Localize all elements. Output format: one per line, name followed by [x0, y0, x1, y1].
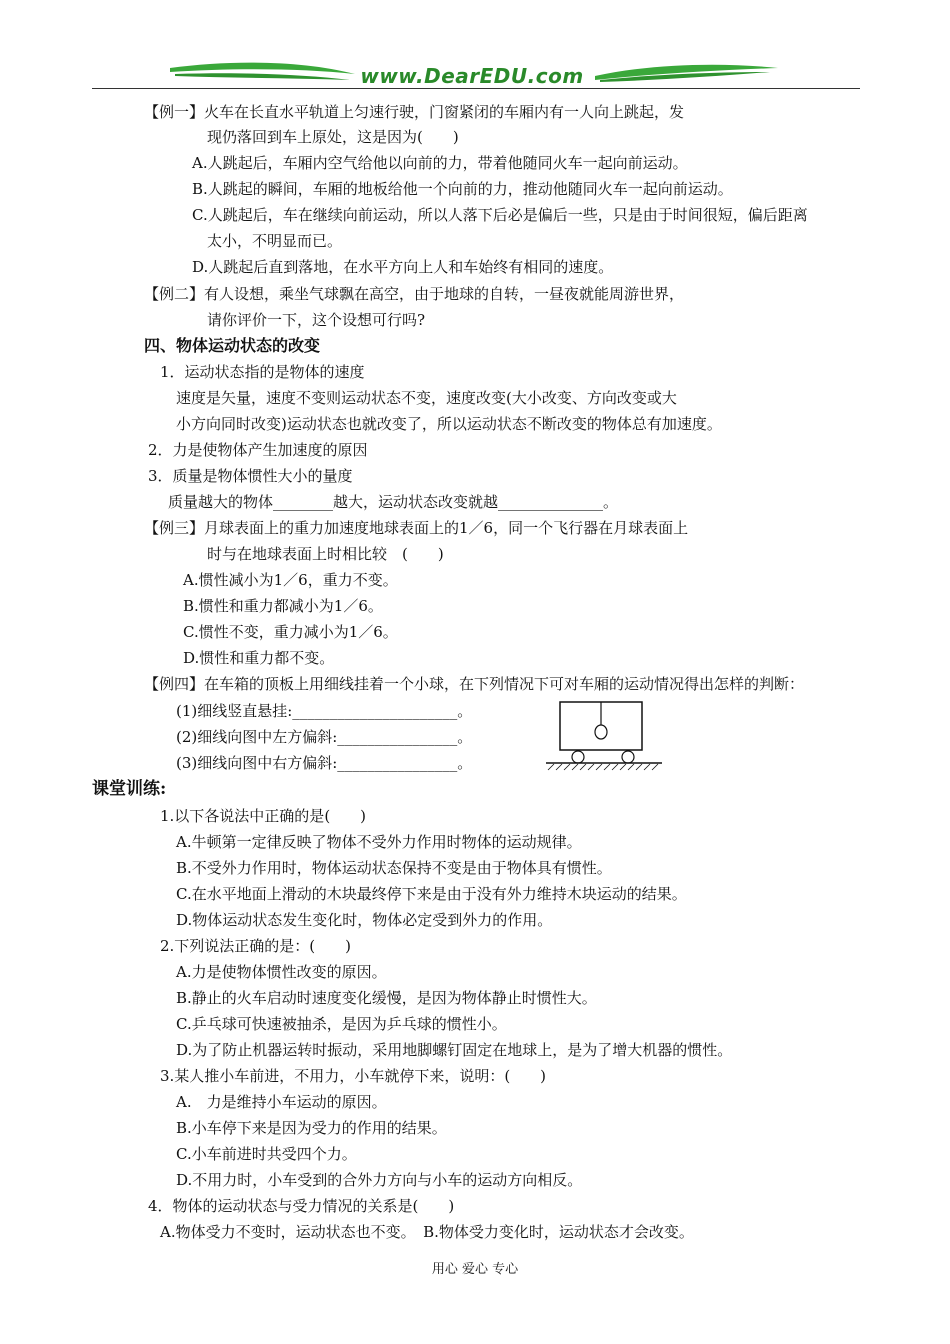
section4-point3: 3．质量是物体惯性大小的量度 [148, 467, 353, 485]
section4-point1-text-line2: 小方向同时改变)运动状态也就改变了，所以运动状态不断改变的物体总有加速度。 [176, 415, 722, 433]
example1-option-d: D.人跳起后直到落地，在水平方向上人和车始终有相同的速度。 [192, 258, 614, 276]
practice-q3-option-b: B.小车停下来是因为受力的作用的结果。 [176, 1119, 447, 1137]
section4-point1-text-line1: 速度是矢量，速度不变则运动状态不变，速度改变(大小改变、方向改变或大 [176, 389, 677, 407]
example3-option-b: B.惯性和重力都减小为1／6。 [183, 597, 383, 615]
practice-q1-option-b: B.不受外力作用时，物体运动状态保持不变是由于物体具有惯性。 [176, 859, 612, 877]
example1-option-c-line1: C.人跳起后，车在继续向前运动，所以人落下后必是偏后一些，只是由于时间很短，偏后距离 [192, 206, 808, 224]
practice-q1-stem: 1.以下各说法中正确的是( ) [160, 807, 367, 825]
example4-question3: (3)细线向图中右方偏斜:________________。 [176, 754, 473, 772]
practice-q3-option-d: D.不用力时，小车受到的合外力方向与小车的运动方向相反。 [176, 1171, 583, 1189]
example3-stem-line2: 时与在地球表面上时相比较 ( ) [207, 545, 444, 563]
example2-stem-line1: 【例二】有人设想，乘坐气球飘在高空，由于地球的自转，一昼夜就能周游世界， [144, 285, 685, 303]
example2-stem-line2: 请你评价一下，这个设想可行吗? [207, 311, 426, 329]
carriage-pendulum-diagram [544, 700, 664, 775]
section4-point2: 2．力是使物体产生加速度的原因 [148, 441, 368, 459]
section4-title: 四、物体运动状态的改变 [144, 336, 321, 355]
example3-option-c: C.惯性不变，重力减小为1／6。 [183, 623, 398, 641]
left-swoosh [170, 63, 355, 74]
right-wheel [622, 751, 634, 763]
pendulum-ball [595, 725, 607, 739]
section4-point1: 1．运动状态指的是物体的速度 [160, 363, 365, 381]
practice-q2-option-d: D.为了防止机器运转时振动，采用地脚螺钉固定在地球上，是为了增大机器的惯性。 [176, 1041, 733, 1059]
example1-stem-line1: 【例一】火车在长直水平轨道上匀速行驶，门窗紧闭的车厢内有一人向上跳起，发 [144, 103, 685, 121]
practice-q2-stem: 2.下列说法正确的是：( ) [160, 937, 352, 955]
practice-q2-option-a: A.力是使物体惯性改变的原因。 [176, 963, 387, 981]
example4-question2: (2)细线向图中左方偏斜:________________。 [176, 728, 473, 746]
example3-option-a: A.惯性减小为1／6，重力不变。 [183, 571, 398, 589]
practice-q1-option-d: D.物体运动状态发生变化时，物体必定受到外力的作用。 [176, 911, 553, 929]
example1-option-a: A.人跳起后，车厢内空气给他以向前的力，带着他随同火车一起向前运动。 [192, 154, 688, 172]
example3-option-d: D.惯性和重力都不变。 [183, 649, 335, 667]
practice-q3-stem: 3.某人推小车前进，不用力，小车就停下来，说明：( ) [160, 1067, 547, 1085]
left-swoosh-lower [175, 73, 350, 80]
practice-q4-stem: 4．物体的运动状态与受力情况的关系是( ) [148, 1197, 455, 1215]
practice-title: 课堂训练: [92, 779, 167, 799]
ground-hatching [548, 764, 658, 770]
practice-q1-option-a: A.牛顿第一定律反映了物体不受外力作用时物体的运动规律。 [176, 833, 582, 851]
header-rule [92, 88, 860, 89]
practice-q3-option-c: C.小车前进时共受四个力。 [176, 1145, 357, 1163]
example4-stem: 【例四】在车箱的顶板上用细线挂着一个小球，在下列情况下可对车厢的运动情况得出怎样的判断： [144, 675, 805, 693]
example1-option-c-line2: 太小，不明显而已。 [207, 232, 343, 250]
practice-q4-options-ab: A.物体受力不变时，运动状态也不变。 B.物体受力变化时，运动状态才会改变。 [160, 1223, 694, 1241]
site-logo-text: www.DearEDU.com [360, 64, 584, 88]
page-footer: 用心 爱心 专心 [431, 1262, 519, 1277]
practice-q2-option-c: C.乒乓球可快速被抽杀，是因为乒乓球的惯性小。 [176, 1015, 507, 1033]
example4-question1: (1)细线竖直悬挂:______________________。 [176, 702, 473, 720]
example1-stem-line2: 现仍落回到车上原处，这是因为( ) [207, 128, 459, 146]
left-wheel [572, 751, 584, 763]
example1-option-b: B.人跳起的瞬间，车厢的地板给他一个向前的力，推动他随同火车一起向前运动。 [192, 180, 733, 198]
practice-q1-option-c: C.在水平地面上滑动的木块最终停下来是由于没有外力维持木块运动的结果。 [176, 885, 687, 903]
section4-point3-fill-blank: 质量越大的物体________越大，运动状态改变就越______________。 [168, 493, 619, 511]
practice-q3-option-a: A. 力是维持小车运动的原因。 [176, 1093, 387, 1111]
example3-stem-line1: 【例三】月球表面上的重力加速度地球表面上的1／6，同一个飞行器在月球表面上 [144, 519, 689, 537]
practice-q2-option-b: B.静止的火车启动时速度变化缓慢，是因为物体静止时惯性大。 [176, 989, 597, 1007]
